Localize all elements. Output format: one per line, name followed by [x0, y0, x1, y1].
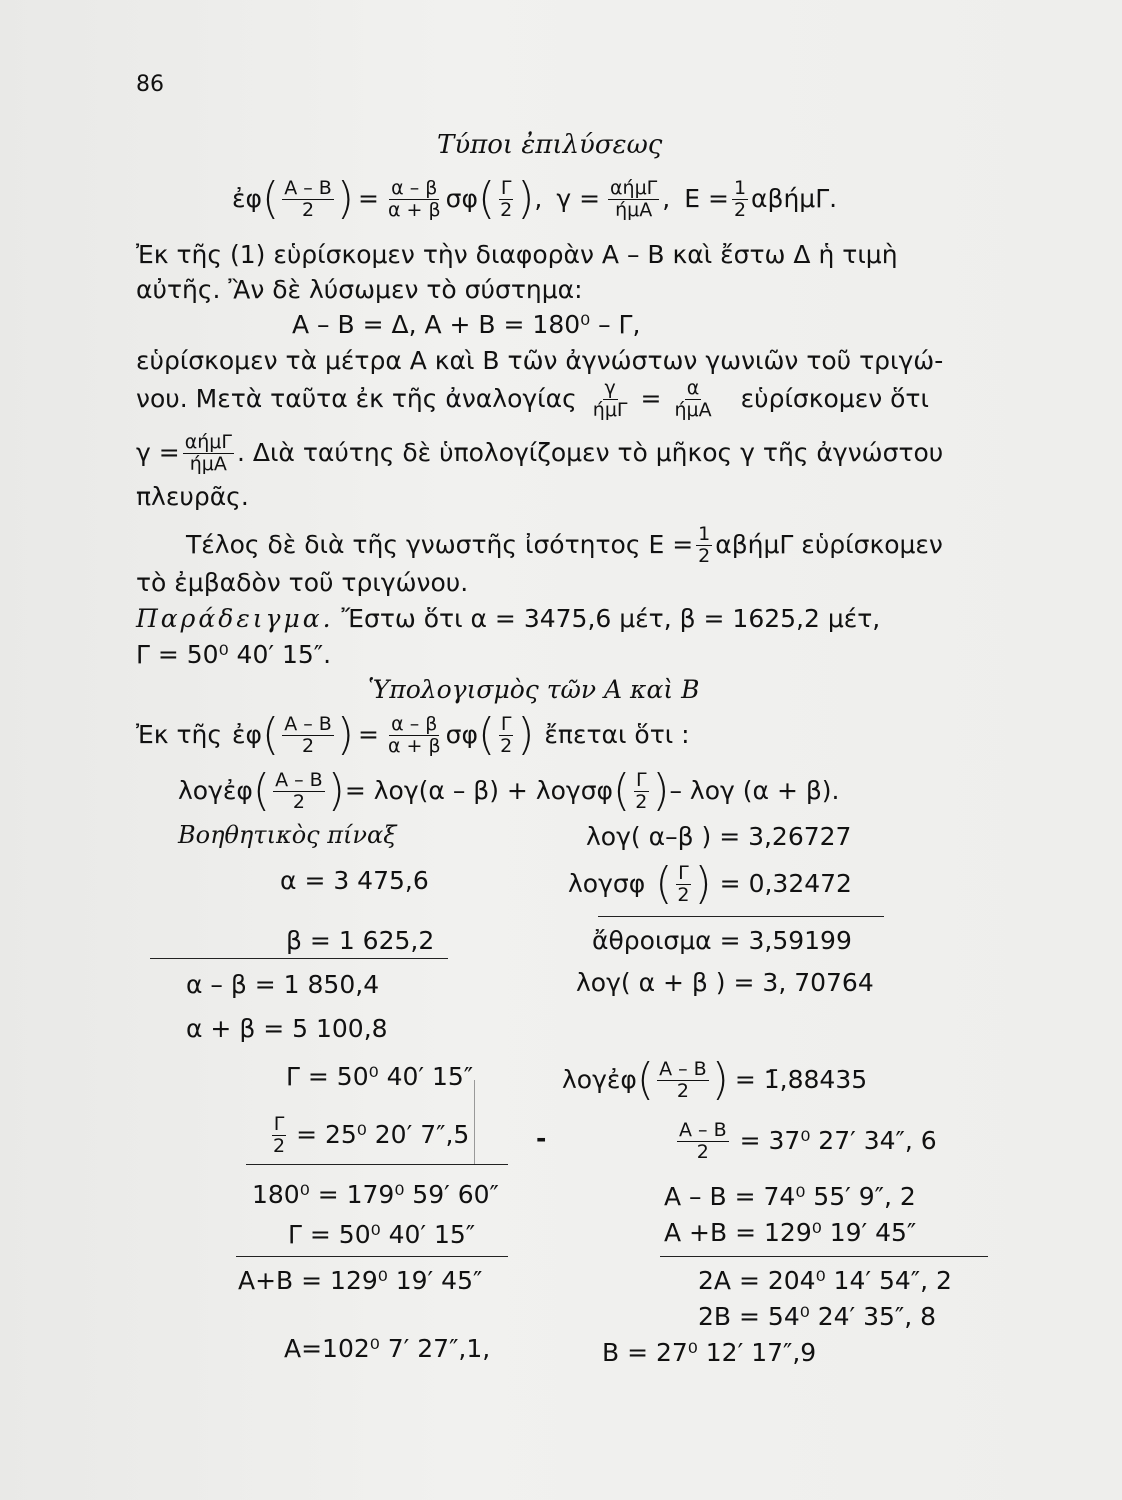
rhs: = 50⁰ 40′ 15″: [309, 1220, 476, 1249]
lhs: 2Β: [698, 1302, 732, 1331]
fraction-gamma-over-2: [675, 863, 691, 906]
paren-close: ): [652, 765, 670, 816]
denominator: ήμΑ: [189, 452, 227, 475]
numerator: Α – Β: [679, 1118, 727, 1141]
numerator: 1: [698, 522, 711, 545]
paragraph-line: αὐτῆς. Ἂν δὲ λύσωμεν τὸ σύστημα:: [136, 275, 583, 304]
left-row: [252, 1180, 499, 1210]
equals: =: [640, 384, 662, 413]
text: = λογ(α – β) + λογσφ: [344, 776, 614, 805]
ef-symbol: ἐφ: [232, 184, 263, 213]
lhs: ἄθροισμα: [592, 926, 712, 955]
paragraph-line: πλευρᾶς.: [136, 482, 249, 511]
right-row: [698, 1302, 936, 1332]
rhs: = 37⁰ 27′ 34″, 6: [739, 1126, 937, 1155]
denominator: 2: [292, 790, 305, 813]
rhs: = 74⁰ 55′ 9″, 2: [734, 1182, 916, 1211]
rhs: = 3, 70764: [733, 968, 874, 997]
rhs: = 3,26727: [719, 822, 852, 851]
sf-symbol: σφ: [445, 720, 478, 749]
rhs: = 179⁰ 59′ 60″: [317, 1180, 499, 1209]
numerator: Γ: [273, 1112, 285, 1135]
denominator: 2: [635, 790, 648, 813]
rhs: = 1̄,88435: [734, 1065, 868, 1094]
table-rule: [246, 1164, 508, 1165]
rhs: = 3 475,6: [304, 866, 429, 895]
lhs: α + β: [186, 1014, 256, 1043]
rhs: = 1 625,2: [309, 926, 435, 955]
denominator: 2: [676, 1079, 689, 1102]
paragraph-line: Ἐκ τῆς (1) εὑρίσκομεν τὴν διαφορὰν Α – Β καὶ ἔστω Δ ἡ τιμὴ: [136, 240, 898, 269]
table-rule: [150, 958, 448, 959]
rhs: = 129⁰ 19′ 45″: [735, 1218, 917, 1247]
left-row: [286, 926, 434, 956]
rhs: = 50⁰ 40′ 15″: [307, 1062, 474, 1091]
paren-open: (: [636, 1054, 655, 1105]
text: ἔπεται ὅτι :: [544, 720, 690, 749]
lhs: 180⁰: [252, 1180, 310, 1209]
right-row: [592, 926, 852, 956]
e-eq: Ε =: [684, 184, 729, 213]
numerator: Γ: [678, 861, 689, 884]
rhs: = 1 850,4: [254, 970, 380, 999]
numerator: γ: [604, 376, 616, 399]
numerator: α – β: [391, 176, 438, 199]
table-rule: [236, 1256, 508, 1257]
right-row: Β = 27⁰ 12′ 17″,9: [602, 1338, 817, 1367]
gamma-eq: γ =: [136, 438, 180, 467]
fraction-ahmg-hma: [183, 432, 234, 475]
left-row: [186, 970, 379, 1000]
table-rule: [660, 1256, 988, 1257]
numerator: αήμΓ: [184, 430, 232, 453]
numerator: αήμΓ: [610, 176, 658, 199]
fraction-g-hmg: [591, 378, 630, 421]
system-equation: Α – Β = Δ, Α + Β = 180⁰ – Γ,: [292, 310, 641, 339]
ef-symbol: ἐφ: [232, 720, 263, 749]
denominator: 2: [677, 883, 690, 906]
text: εὑρίσκομεν ὅτι: [740, 384, 929, 413]
lhs: Α – Β: [664, 1182, 727, 1211]
lhs: β: [286, 926, 302, 955]
denominator: 2: [301, 198, 315, 221]
text: νου. Μετὰ ταῦτα ἐκ τῆς ἀναλογίας: [136, 384, 577, 413]
numerator: α: [686, 376, 700, 399]
fraction-a-minus-b-over-2: [282, 178, 334, 221]
logef: λογἐφ: [178, 776, 253, 805]
fraction-alpha-beta: [386, 714, 443, 757]
rhs: = 204⁰ 14′ 54″, 2: [738, 1266, 952, 1295]
numerator: Γ: [635, 768, 647, 791]
fraction-a-minus-b-over-2: [282, 714, 334, 757]
right-row: [562, 1052, 867, 1108]
ek-tis-line: [136, 708, 690, 762]
lhs: λογσφ: [568, 869, 646, 898]
numerator: Α – Β: [659, 1057, 707, 1080]
right-row: [664, 1218, 916, 1248]
lhs: Α+Β: [238, 1266, 294, 1295]
numerator: 1: [733, 176, 747, 199]
stray-mark: -: [536, 1124, 547, 1153]
left-row: [268, 1110, 469, 1160]
gamma-line: [136, 428, 943, 478]
lhs: Γ: [286, 1062, 300, 1091]
fraction-gamma-over-2: [271, 1114, 287, 1157]
right-row: [674, 1116, 937, 1166]
lhs: Α +Β: [664, 1218, 728, 1247]
left-row: [186, 1014, 388, 1044]
rhs: = 5 100,8: [263, 1014, 388, 1043]
paragraph-line: εὑρίσκομεν τὰ μέτρα Α καὶ Β τῶν ἀγνώστων γωνιῶν τοῦ τριγώ-: [136, 346, 944, 375]
paren-close: ): [517, 709, 535, 760]
paren-open: (: [613, 765, 631, 816]
fraction-gamma-over-2: [498, 178, 514, 221]
fraction-one-half: [696, 524, 712, 567]
denominator: 2: [696, 1140, 709, 1163]
example-line: Γ = 50⁰ 40′ 15″.: [136, 640, 332, 669]
left-row: [238, 1266, 482, 1296]
numerator: Γ: [500, 176, 512, 199]
text: Τέλος δὲ διὰ τῆς γνωστῆς ἰσότητος Ε =: [186, 530, 694, 559]
paren-close: ): [327, 765, 345, 816]
page-number: 86: [136, 72, 164, 97]
paren-close: ): [517, 173, 535, 224]
fraction-gamma-over-2: [498, 714, 514, 757]
right-row: [576, 968, 874, 998]
left-row: [280, 866, 429, 896]
fraction-a-minus-b-over-2: [273, 770, 325, 813]
denominator: α + β: [387, 198, 441, 221]
aux-title: Βοηθητικὸς πίναξ: [178, 821, 397, 849]
lhs: α – β: [186, 970, 247, 999]
paren-open: (: [252, 765, 271, 816]
numerator: Α – Β: [284, 712, 332, 735]
lhs: 2Α: [698, 1266, 732, 1295]
log-line: [178, 764, 840, 818]
denominator: ήμΓ: [592, 398, 628, 421]
denominator: ήμΑ: [674, 398, 712, 421]
fraction-a-hma: [672, 378, 713, 421]
lhs: α: [280, 866, 297, 895]
fraction-one-half: [732, 178, 748, 221]
denominator: 2: [698, 544, 711, 567]
proportion-line: [136, 374, 929, 424]
rhs: = 3,59199: [719, 926, 852, 955]
right-row: [664, 1182, 916, 1212]
rhs: = 129⁰ 19′ 45″: [301, 1266, 483, 1295]
paragraph-line: τὸ ἐμβαδὸν τοῦ τριγώνου.: [136, 568, 469, 597]
paren-close: ): [336, 709, 355, 760]
right-row: [698, 1266, 952, 1296]
text: αβήμΓ εὑρίσκομεν: [715, 530, 943, 559]
lhs: Γ: [288, 1220, 302, 1249]
rhs: = 0,32472: [719, 869, 852, 898]
right-row: [586, 822, 851, 852]
numerator: Α – Β: [275, 768, 323, 791]
lhs: λογ( α + β ): [576, 968, 726, 997]
abhmg: αβήμΓ.: [751, 184, 838, 213]
equals: =: [358, 720, 379, 749]
fraction-gamma-over-2: [633, 770, 649, 813]
section-title: Τύποι ἐπιλύσεως: [437, 130, 663, 160]
comma: ,: [662, 184, 671, 213]
paren-open: (: [477, 173, 496, 224]
rhs: = 54⁰ 24′ 35″, 8: [739, 1302, 937, 1331]
paren-close: ): [711, 1054, 729, 1105]
paren-open: (: [262, 709, 280, 760]
paren-open: (: [262, 173, 280, 224]
equals: =: [357, 184, 379, 213]
numerator: Α – Β: [284, 176, 332, 199]
sf-symbol: σφ: [445, 184, 478, 213]
comma: ,: [534, 184, 543, 213]
paren-close: ): [694, 858, 712, 909]
fraction-a-minus-b-over-2: [657, 1059, 709, 1102]
calc-title: Ὑπολογισμὸς τῶν Α καὶ Β: [368, 675, 700, 704]
fraction-ahmg-hma: [608, 178, 659, 221]
denominator: ήμΑ: [615, 198, 653, 221]
paren-open: (: [655, 858, 673, 909]
fraction-a-minus-b-over-2: [677, 1120, 729, 1163]
left-row: [288, 1220, 475, 1250]
paren-close: ): [336, 173, 354, 224]
example-label: Παράδειγμα.: [136, 604, 334, 633]
denominator: 2: [500, 198, 513, 221]
example-text: Ἔστω ὅτι α = 3475,6 μέτ, β = 1625,2 μέτ,: [341, 604, 881, 633]
gamma-eq: γ =: [556, 184, 601, 213]
text: Ἐκ τῆς: [136, 720, 223, 749]
numerator: α – β: [391, 712, 438, 735]
table-rule: [598, 916, 884, 917]
denominator: α + β: [387, 734, 441, 757]
denominator: 2: [500, 734, 513, 757]
denominator: 2: [273, 1134, 286, 1157]
numerator: Γ: [500, 712, 512, 735]
left-row: [286, 1062, 473, 1092]
lhs: λογἐφ: [562, 1065, 637, 1094]
right-row: [568, 856, 852, 912]
example-line: [136, 604, 880, 634]
lhs: λογ( α–β ): [586, 822, 712, 851]
faint-divider: [474, 1080, 475, 1164]
area-line: [186, 520, 943, 570]
fraction-alpha-beta: [386, 178, 443, 221]
text: . Διὰ ταύτης δὲ ὑπολογίζομεν τὸ μῆκος γ τῆς ἀγνώστου: [236, 438, 944, 467]
formula-line: [232, 172, 837, 226]
rhs: = 25⁰ 20′ 7″,5: [296, 1120, 470, 1149]
left-row: Α=102⁰ 7′ 27″,1,: [284, 1334, 491, 1363]
denominator: 2: [301, 734, 315, 757]
text: – λογ (α + β).: [669, 776, 840, 805]
denominator: 2: [733, 198, 747, 221]
paren-open: (: [477, 709, 496, 760]
